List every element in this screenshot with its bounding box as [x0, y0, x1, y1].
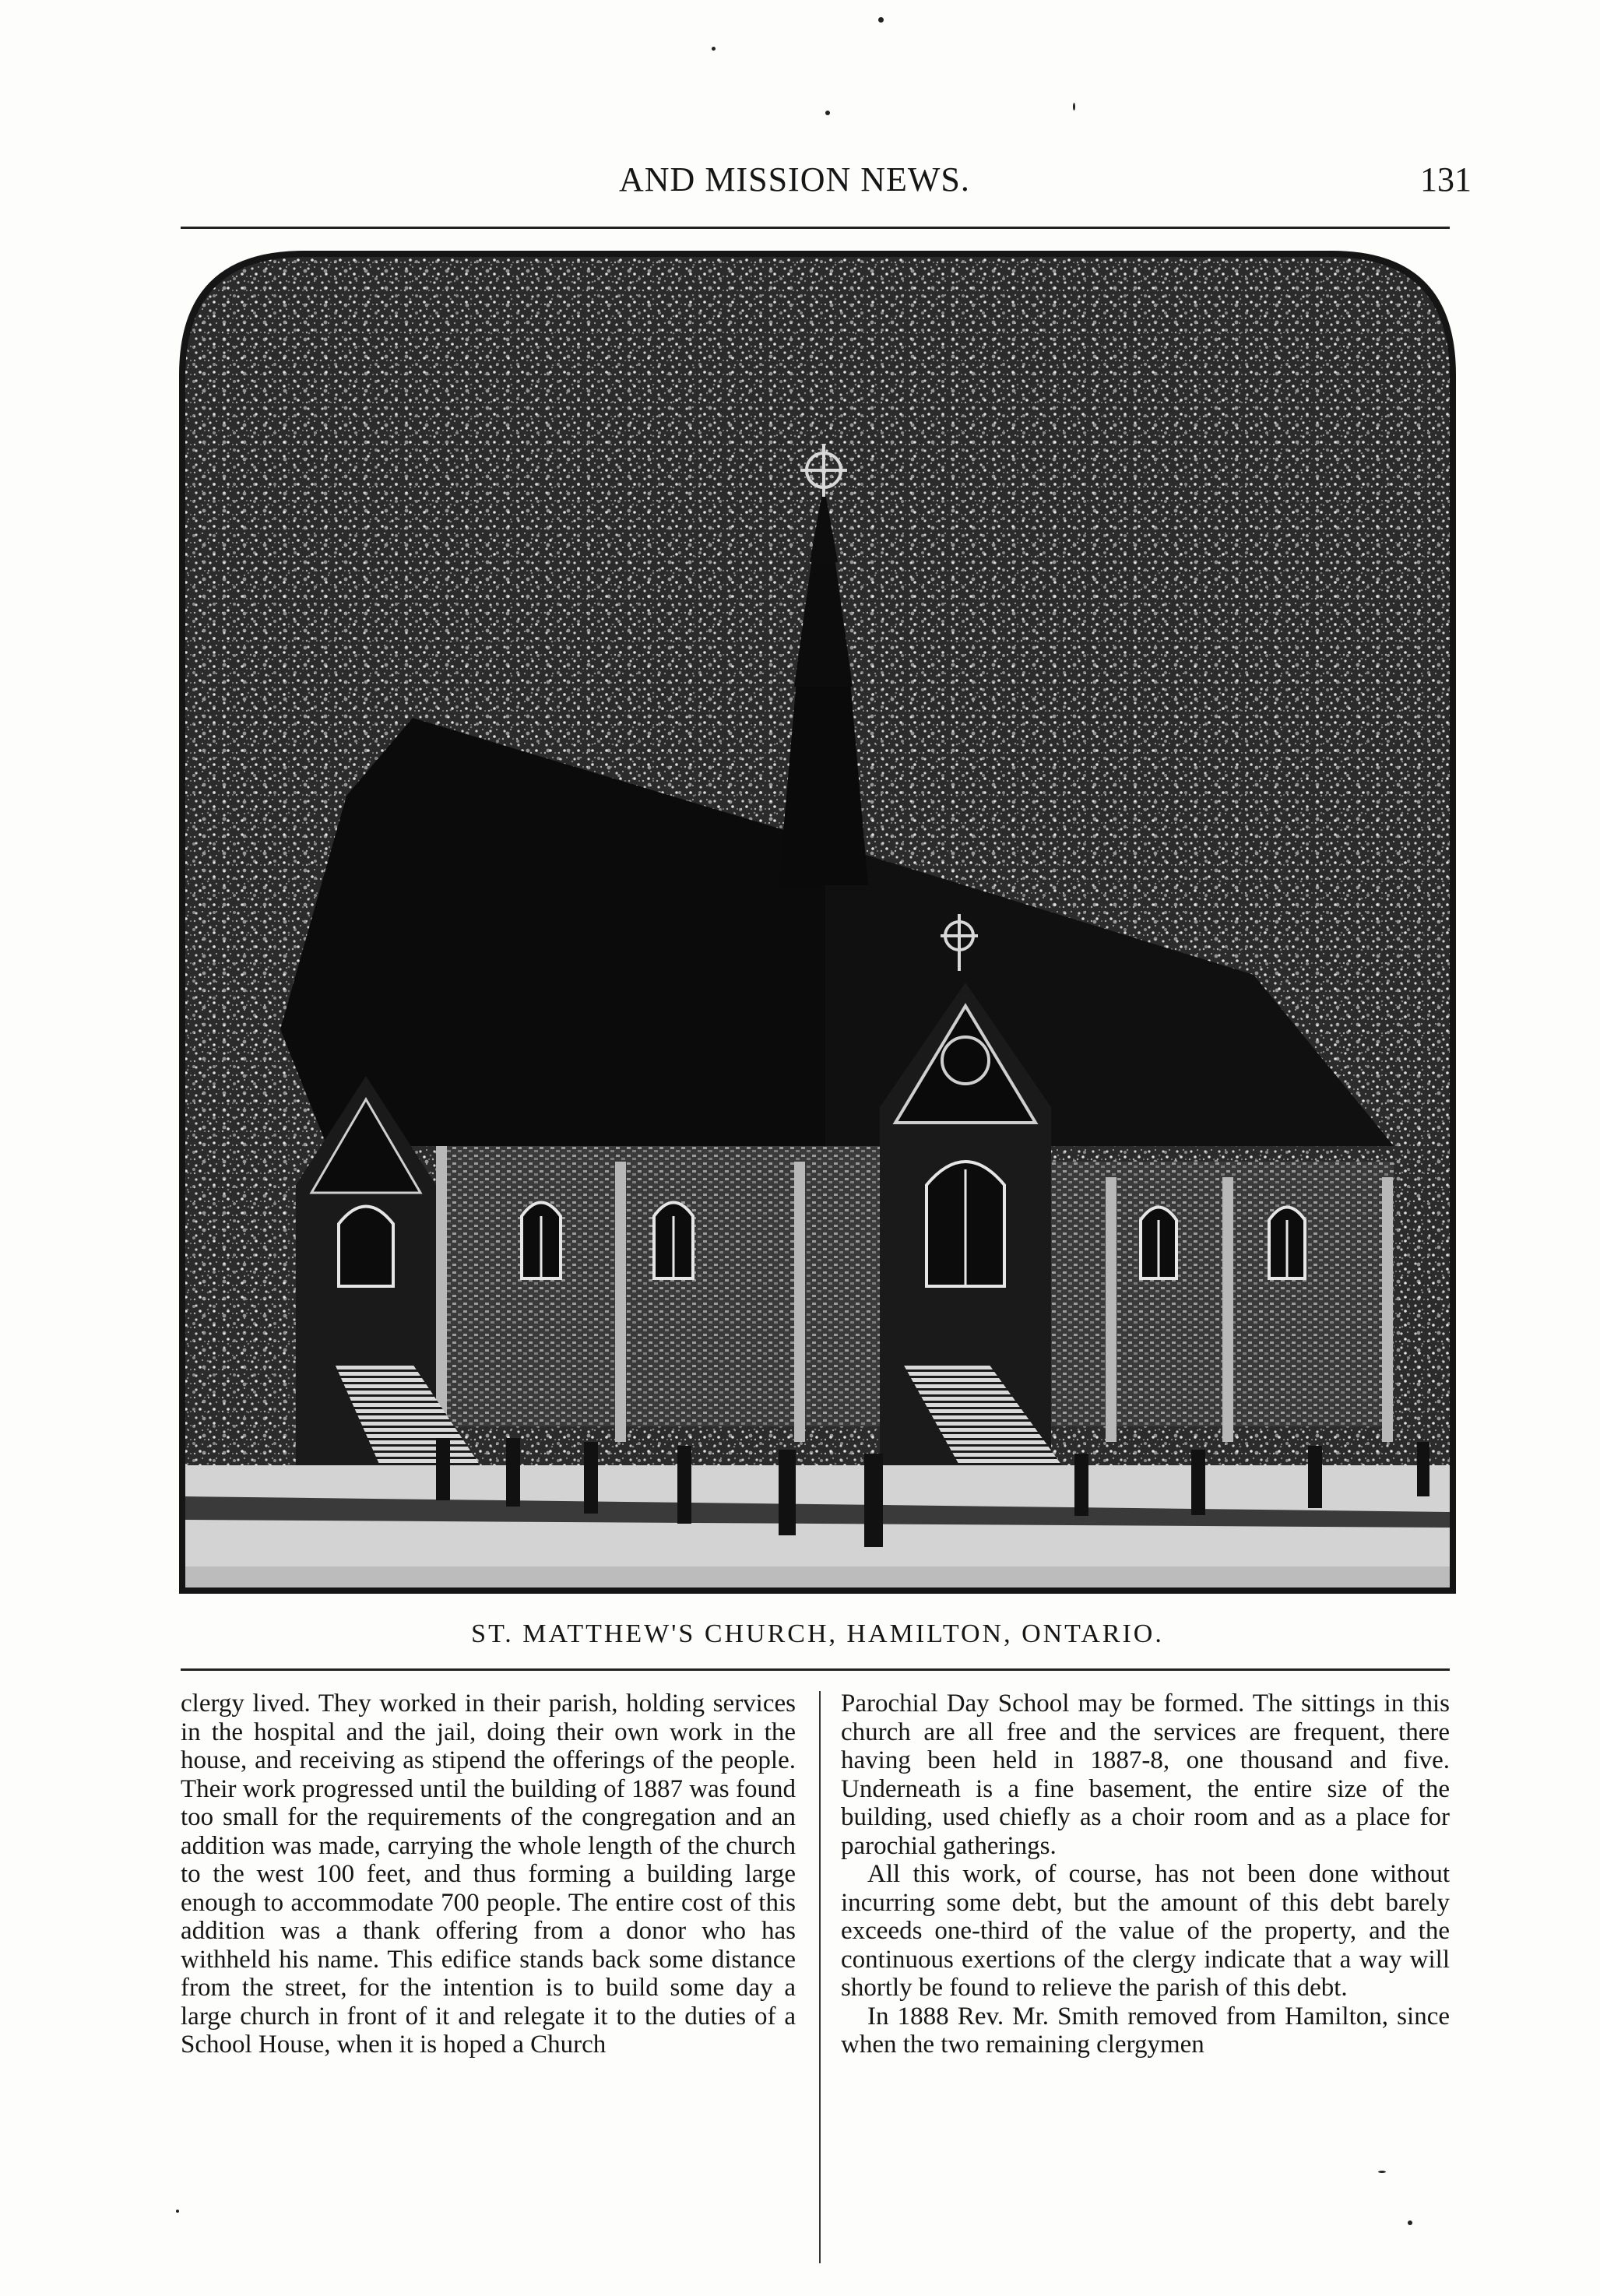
print-speck [176, 2210, 179, 2213]
paragraph: Parochial Day School may be formed. The sittings in this church are all free and the services are frequent, there having been held in 1887-8, one thousand and five. Underneath is a fine basement, the entire size of the building, used chiefly as a choir room and as a place for parochial gatherings. [841, 1689, 1450, 1860]
figure-caption: ST. MATTHEW'S CHURCH, HAMILTON, ONTARIO. [471, 1619, 1164, 1648]
column-divider [819, 1691, 821, 2263]
page-number: 131 [1420, 160, 1472, 199]
running-head [179, 160, 1472, 214]
print-speck [1073, 103, 1075, 111]
paragraph: In 1888 Rev. Mr. Smith removed from Hamilton, since when the two remaining clergymen [841, 2002, 1450, 2059]
print-speck [825, 111, 830, 115]
print-speck [878, 17, 884, 23]
running-title: AND MISSION NEWS. [619, 160, 970, 199]
church-engraving [179, 251, 1456, 1594]
paragraph: All this work, of course, has not been done without incurring some debt, but the amount of this debt barely exceeds one-third of the value of the property, and the continuous exertions of the clergy indicate that a way will shortly be found to relieve the parish of this debt. [841, 1860, 1450, 2002]
caption-rule [181, 1668, 1450, 1671]
print-speck [712, 47, 716, 51]
header-rule [181, 227, 1450, 229]
paragraph: clergy lived. They worked in their parish, holding services in the hospital and the jail, doing their own work in the house, and receiving as stipend the offerings of the people. Their work progressed until the building of 1887 was found too small for the requirements of the congregation and an addition was made, carrying the whole length of the church to the west 100 feet, and thus forming a building large enough to accommodate 700 people. The entire cost of this addition was a thank offering from a donor who has withheld his name. This edifice stands back some distance from the street, for the intention is to build some day a large church in front of it and relegate it to the duties of a School House, when it is hoped a Church [181, 1689, 796, 2059]
left-column [181, 1689, 796, 2266]
right-column [841, 1689, 1450, 2266]
